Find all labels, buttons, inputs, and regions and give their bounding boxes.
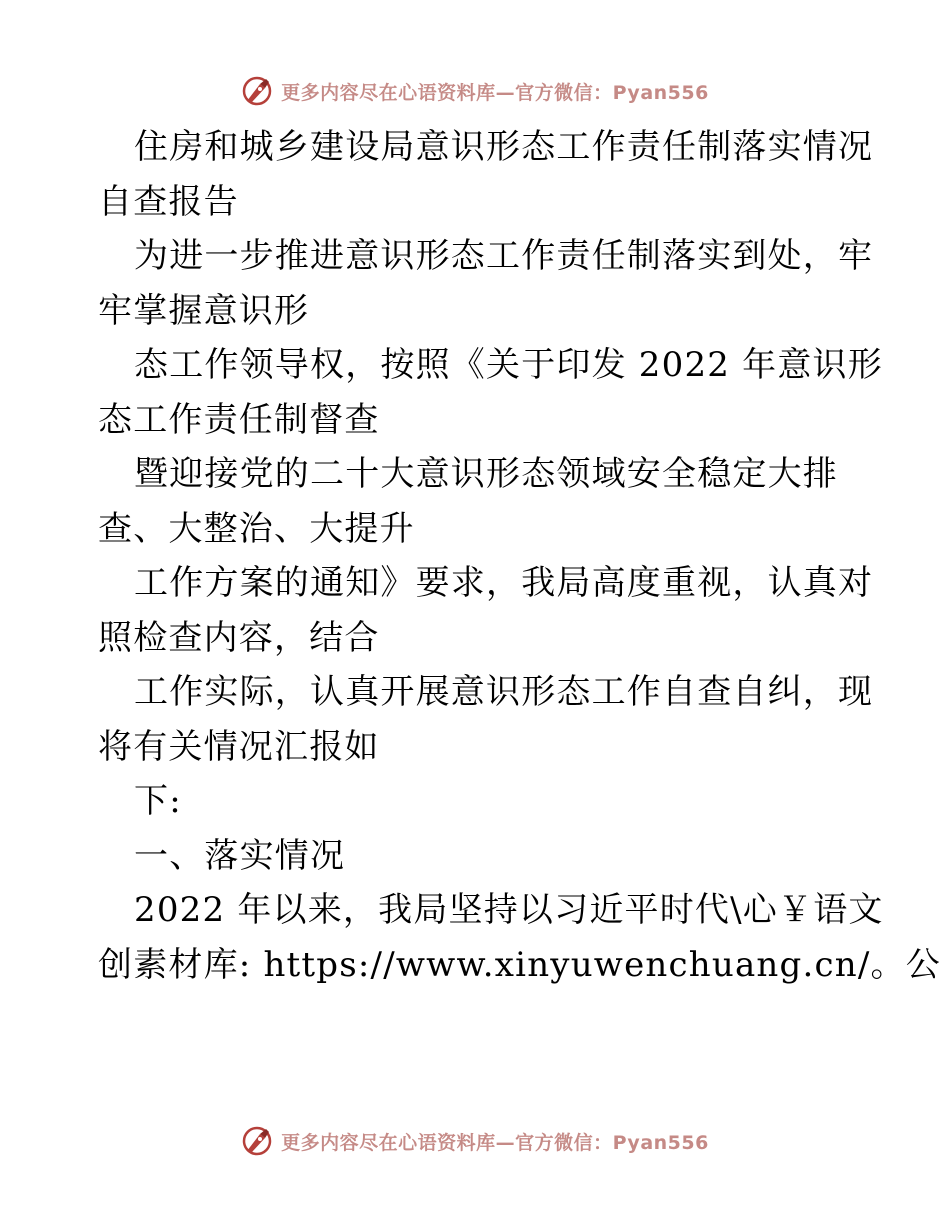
document-title-line-1: 住房和城乡建设局意识形态工作责任制落实情况 — [134, 127, 874, 167]
pen-nib-logo-icon — [241, 1125, 273, 1157]
footer-watermark-text: 更多内容尽在心语资料库—官方微信：Pyan556 — [281, 1131, 709, 1154]
section-heading: 一、落实情况 — [134, 835, 346, 876]
paragraph-line: 创素材库: https://www.xinyuwenchuang.cn/。公 — [98, 944, 941, 985]
header-watermark-text: 更多内容尽在心语资料库—官方微信：Pyan556 — [281, 81, 709, 104]
footer-watermark-banner — [0, 1121, 950, 1161]
document-title-line-2: 自查报告 — [98, 181, 239, 222]
paragraph-line: 照检查内容，结合 — [98, 617, 380, 658]
paragraph-line: 态工作领导权，按照《关于印发 2022 年意识形 — [134, 345, 883, 385]
paragraph-line: 暨迎接党的二十大意识形态领域安全稳定大排 — [134, 454, 838, 494]
paragraph-line: 将有关情况汇报如 — [98, 726, 380, 767]
paragraph-line: 牢掌握意识形 — [98, 290, 310, 331]
paragraph-line: 下: — [134, 781, 182, 821]
paragraph-line: 态工作责任制督查 — [98, 399, 380, 440]
paragraph-line: 工作实际，认真开展意识形态工作自查自纠，现 — [134, 672, 874, 712]
paragraph-line: 2022 年以来，我局坚持以习近平时代\心￥语文 — [134, 890, 884, 930]
document-body — [98, 120, 941, 992]
pen-nib-logo-icon — [241, 75, 273, 107]
paragraph-line: 查、大整治、大提升 — [98, 508, 415, 549]
paragraph-line: 为进一步推进意识形态工作责任制落实到处，牢 — [134, 236, 874, 276]
header-watermark-banner — [0, 71, 950, 111]
paragraph-line: 工作方案的通知》要求，我局高度重视，认真对 — [134, 563, 874, 603]
